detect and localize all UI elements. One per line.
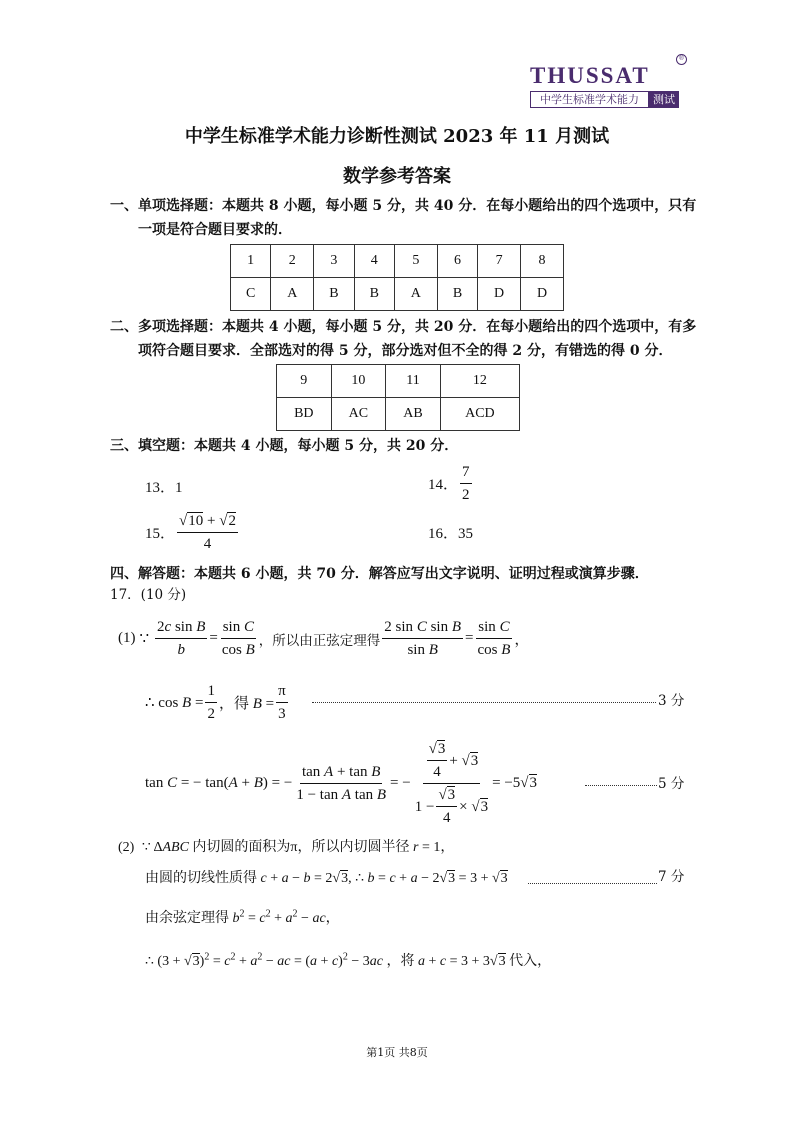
answer-13: 13．1 [145, 480, 183, 496]
score-7: 7 分 [658, 869, 685, 885]
because-symbol: ∵ [139, 631, 150, 647]
table-cell: 10 [331, 365, 386, 398]
table-cell: 2 [271, 245, 314, 278]
part2-text: 由余弦定理得 [145, 911, 229, 926]
fraction: $\frac{1}{2}$ [207, 683, 215, 722]
fraction-denominator: 2 [462, 487, 470, 503]
solution-part2-line1: (2) ∵ ΔABC 内切圆的面积为π，所以内切圆半径 r = 1， [118, 840, 455, 855]
table-cell: D [521, 278, 564, 311]
answer-15-label: 15． [145, 526, 176, 542]
fraction: $\frac{\text{sin C}}{\text{cos B}}$ [221, 619, 255, 658]
solution-part2-line4: ∴ $(3 + √3)^2 = c^2 + a^2$ − ac = $(a + c)^2 - 3ac$ ，将 a + c = 3 + 3√3 代入， [145, 951, 552, 969]
fraction: $\frac{\text{sin C}}{\text{cos B}}$ [477, 619, 511, 658]
part-label: (1) [118, 630, 136, 646]
page-title: 中学生标准学术能力诊断性测试 2023 年 11 月测试 [184, 126, 610, 147]
table-cell: 7 [478, 245, 521, 278]
section3-heading: 三、填空题：本题共 4 小题，每小题 5 分，共 20 分． [110, 438, 459, 454]
fraction: $\frac{√3}{4}$ + √3 1 − $\frac{√3}{4}$ × √3 [414, 741, 489, 826]
fraction-numerator: 7 [460, 463, 472, 484]
answer-14-label: 14． [428, 477, 459, 493]
table-row [231, 245, 564, 278]
part1-text: ，所以由正弦定理得 [258, 632, 381, 648]
table-cell: 5 [394, 245, 437, 278]
solution-part1-line3: tan C = − tan(A + B) = − $\frac{\text{tan A + tan B}}{\text{1 − tan A tan B}}$ = − $\frac{√3}{4}$ + √3 1 − $\frac{√3}{4}$ × √3 = −5√3 [145, 741, 538, 826]
fraction: $\frac{\text{tan A + tan B}}{\text{1 − tan A tan B}}$ [296, 764, 387, 803]
table-cell: 9 [277, 365, 332, 398]
fraction: $\frac{\text{2c sin B}}{b}$ [157, 619, 206, 658]
table-cell: A [394, 278, 437, 311]
solution-part1-line2: ∴ cos B = $\frac{1}{2}$ ，得 B = $\frac{\pi}{3}$ [145, 683, 286, 722]
table-cell: AC [331, 398, 386, 431]
dotted-leader [528, 873, 657, 884]
section1-answer-table [230, 244, 564, 311]
section2-heading-cont: 项符合题目要求．全部选对的得 5 分，部分选对但不全的得 2 分，有错选的得 0 分． [138, 343, 673, 359]
fraction [460, 463, 472, 504]
dotted-leader [312, 692, 656, 703]
thussat-logo: THUSSAT [530, 63, 650, 88]
table-cell: BD [277, 398, 332, 431]
part2-text: 代入， [509, 954, 552, 969]
table-cell: C [231, 278, 271, 311]
question-17-label: 17．(10 分) [110, 587, 187, 603]
part-label: (2) [118, 840, 135, 855]
table-cell: B [437, 278, 477, 311]
answer-14 [428, 463, 474, 504]
table-cell: D [478, 278, 521, 311]
score-3: 3 分 [658, 693, 685, 709]
part2-text: ，将 [386, 954, 415, 969]
answer-16: 16．35 [428, 526, 474, 542]
solution-part2-line3: 由余弦定理得 $b^2 = c^2 + a^2$ − ac， [145, 908, 340, 926]
section1-heading-cont: 一项是符合题目要求的． [138, 222, 292, 238]
fraction-denominator: 4 [203, 536, 212, 552]
table-cell: A [271, 278, 314, 311]
table-row [277, 398, 520, 431]
page-number: 第1页 共8页 [366, 1046, 428, 1059]
logo-bar-tag: 测试 [649, 91, 679, 108]
table-row [277, 365, 520, 398]
table-cell: 8 [521, 245, 564, 278]
page-subtitle: 数学参考答案 [343, 166, 451, 187]
part2-text: 由圆的切线性质得 [145, 871, 257, 886]
table-row [231, 278, 564, 311]
section4-heading: 四、解答题：本题共 6 小题，共 70 分．解答应写出文字说明、证明过程或演算步骤． [110, 566, 649, 582]
table-cell: 3 [314, 245, 354, 278]
table-cell: 4 [354, 245, 394, 278]
solution-part2-line2: 由圆的切线性质得 c + a − b = 2√3, ∴ b = c + a − 2√3 = 3 + √3 [145, 871, 508, 886]
table-cell: AB [386, 398, 441, 431]
answer-15 [145, 512, 240, 553]
score-5: 5 分 [658, 776, 685, 792]
table-cell: ACD [440, 398, 519, 431]
fraction: $\frac{\text{2 sin C sin B}}{\text{sin B}}$ [384, 619, 462, 658]
logo-bar-text: 中学生标准学术能力 [530, 91, 649, 108]
section2-answer-table [276, 364, 520, 431]
section2-heading: 二、多项选择题：本题共 4 小题，每小题 5 分，共 20 分．在每小题给出的四个选项中，有多 [110, 319, 697, 335]
dotted-leader [585, 775, 657, 786]
table-cell: B [354, 278, 394, 311]
fraction-numerator: √10 + √2 [177, 512, 238, 533]
table-cell: 12 [440, 365, 519, 398]
table-cell: 1 [231, 245, 271, 278]
registered-mark-icon: ® [676, 54, 687, 65]
part2-text: 内切圆的面积为π，所以内切圆半径 [192, 840, 410, 855]
fraction [177, 512, 238, 553]
table-cell: 6 [437, 245, 477, 278]
table-cell: B [314, 278, 354, 311]
section1-heading: 一、单项选择题：本题共 8 小题，每小题 5 分，共 40 分．在每小题给出的四个选项中，只有 [110, 198, 697, 214]
logo-bar [530, 91, 679, 108]
solution-part1-line1: (1) ∵ $\frac{\text{2c sin B}}{b}$ = $\frac{\text{sin C}}{\text{cos B}}$ ，所以由正弦定理得 $\frac{\text{2 sin C sin B}}{\text{sin B}}$ = $\frac{\text{sin C}}{\text{cos B}}$ ， [118, 619, 530, 658]
fraction: $\frac{\pi}{3}$ [278, 683, 286, 722]
table-cell: 11 [386, 365, 441, 398]
